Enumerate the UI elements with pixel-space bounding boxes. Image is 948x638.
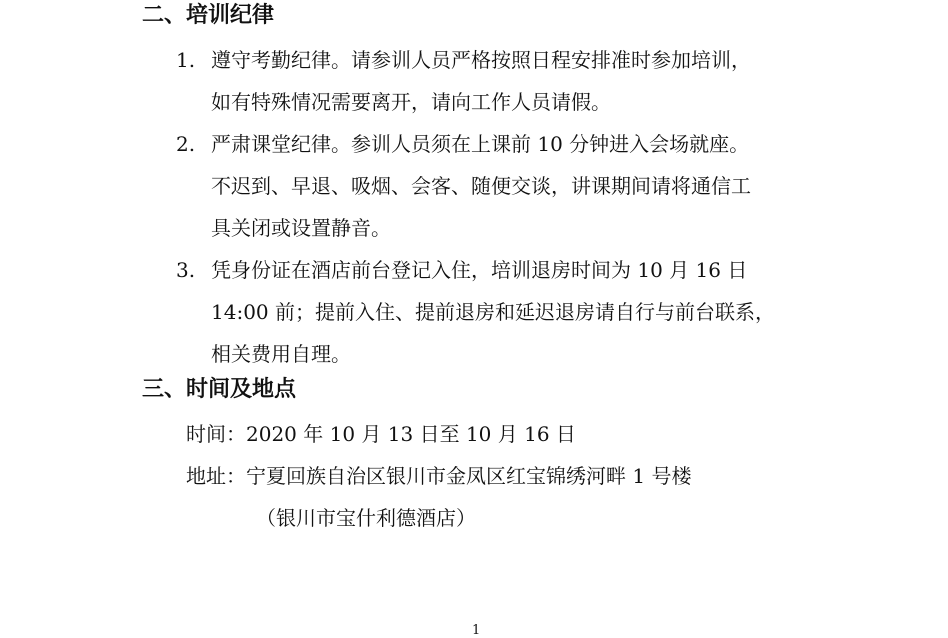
page-number: 1	[472, 623, 481, 638]
item-2-line-1: 严肃课堂纪律。参训人员须在上课前 10 分钟进入会场就座。	[211, 132, 750, 156]
time-line: 时间：2020 年 10 月 13 日至 10 月 16 日	[186, 422, 576, 446]
item-number-1: 1.	[176, 48, 196, 72]
item-3-line-3: 相关费用自理。	[211, 342, 351, 366]
item-number-3: 3.	[176, 258, 196, 282]
item-3-line-1: 凭身份证在酒店前台登记入住，培训退房时间为 10 月 16 日	[211, 258, 748, 282]
address-line: 地址：宁夏回族自治区银川市金凤区红宝锦绣河畔 1 号楼	[186, 464, 692, 488]
venue-line: （银川市宝什利德酒店）	[256, 506, 476, 530]
section-heading-training-discipline: 二、培训纪律	[142, 3, 275, 28]
item-number-2: 2.	[176, 132, 196, 156]
item-1-line-1: 遵守考勤纪律。请参训人员严格按照日程安排准时参加培训，	[211, 48, 751, 72]
item-2-line-3: 具关闭或设置静音。	[211, 216, 391, 240]
item-2-line-2: 不迟到、早退、吸烟、会客、随便交谈，讲课期间请将通信工	[211, 174, 751, 198]
section-heading-time-and-place: 三、时间及地点	[142, 377, 297, 402]
item-3-line-2: 14:00 前；提前入住、提前退房和延迟退房请自行与前台联系，	[211, 300, 775, 324]
item-1-line-2: 如有特殊情况需要离开，请向工作人员请假。	[211, 90, 611, 114]
